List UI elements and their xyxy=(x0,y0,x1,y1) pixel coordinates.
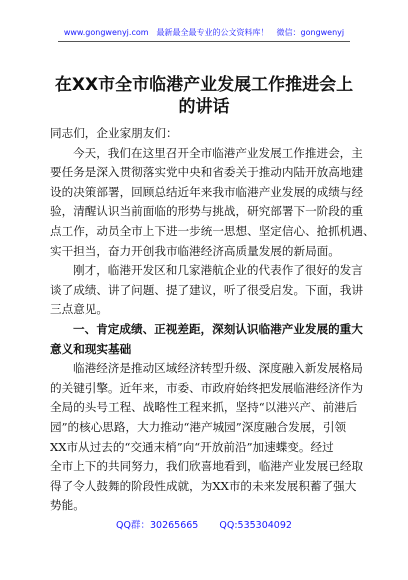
document-body xyxy=(50,124,375,516)
paragraph-line: 临港经济是推动区域经济转型升级、深度融入新发展格局 xyxy=(73,361,363,376)
paragraph-line: 全市上下的共同努力，我们欣喜地看到，临港产业发展已经取 xyxy=(50,459,364,474)
title-line-1: 在XX市全市临港产业发展工作推进会上 xyxy=(54,75,354,95)
footer-contacts xyxy=(0,520,408,532)
paragraph-line: 的关键引擎。近年来，市委、市政府始终把发展临港经济作为 xyxy=(50,380,364,395)
header-divider xyxy=(58,41,350,42)
paragraph-line: 实干担当，奋力开创我市临港经济高质量发展的新局面。 xyxy=(50,243,340,258)
paragraph-3 xyxy=(50,359,370,516)
paragraph-line: 刚才，临港开发区和几家港航企业的代表作了很好的发言 xyxy=(73,263,363,278)
paragraph-2 xyxy=(50,261,370,320)
paragraph-line: 设的决策部署，回顾总结近年来我市临港产业发展的成绩与经 xyxy=(50,184,364,199)
paragraph-line: XX市从过去的“交通末梢”向“开放前沿”加速蝶变。经过 xyxy=(50,439,334,454)
site-banner[interactable]: www.gongwenyj.com 最新最全最专业的公文资料库！ 微信：gongwenyj xyxy=(63,28,345,37)
paragraph-1 xyxy=(50,144,375,262)
title-line-2: 的讲话 xyxy=(178,97,230,117)
greeting-line: 同志们，企业家朋友们： xyxy=(50,126,178,140)
heading-line: 意义和现实基础 xyxy=(50,341,132,356)
paragraph-line: 验，清醒认识当前面临的形势与挑战，研究部署下一阶段的重 xyxy=(50,204,364,219)
paragraph-line: 得了令人鼓舞的阶段性成就，为XX市的未来发展积蓄了强大 xyxy=(50,478,357,493)
section-heading-1 xyxy=(50,320,370,359)
footer-qq-group[interactable]: QQ群：30265665 xyxy=(116,520,199,531)
paragraph-line: 势能。 xyxy=(50,498,85,513)
footer-qq[interactable]: QQ:535304092 xyxy=(219,520,292,531)
paragraph-line: 今天，我们在这里召开全市临港产业发展工作推进会，主 xyxy=(73,145,363,160)
paragraph-line: 园”的核心思路，大力推动“港产城园”深度融合发展，引领 xyxy=(50,419,347,434)
document-title xyxy=(44,74,364,118)
paragraph-line: 要任务是深入贯彻落实党中央和省委关于推动内陆开放高地建 xyxy=(50,165,364,180)
paragraph-line: 三点意见。 xyxy=(50,302,108,317)
paragraph-line: 全局的头号工程、战略性工程来抓，坚持“以港兴产、前港后 xyxy=(50,400,358,415)
heading-line: 一、肯定成绩、正视差距，深刻认识临港产业发展的重大 xyxy=(73,321,363,336)
greeting xyxy=(50,124,370,144)
paragraph-line: 点工作，动员全市上下进一步统一思想、坚定信心、抢抓机遇、 xyxy=(50,223,375,238)
paragraph-line: 谈了成绩、讲了问题、提了建议，听了很受启发。下面，我讲 xyxy=(50,282,364,297)
